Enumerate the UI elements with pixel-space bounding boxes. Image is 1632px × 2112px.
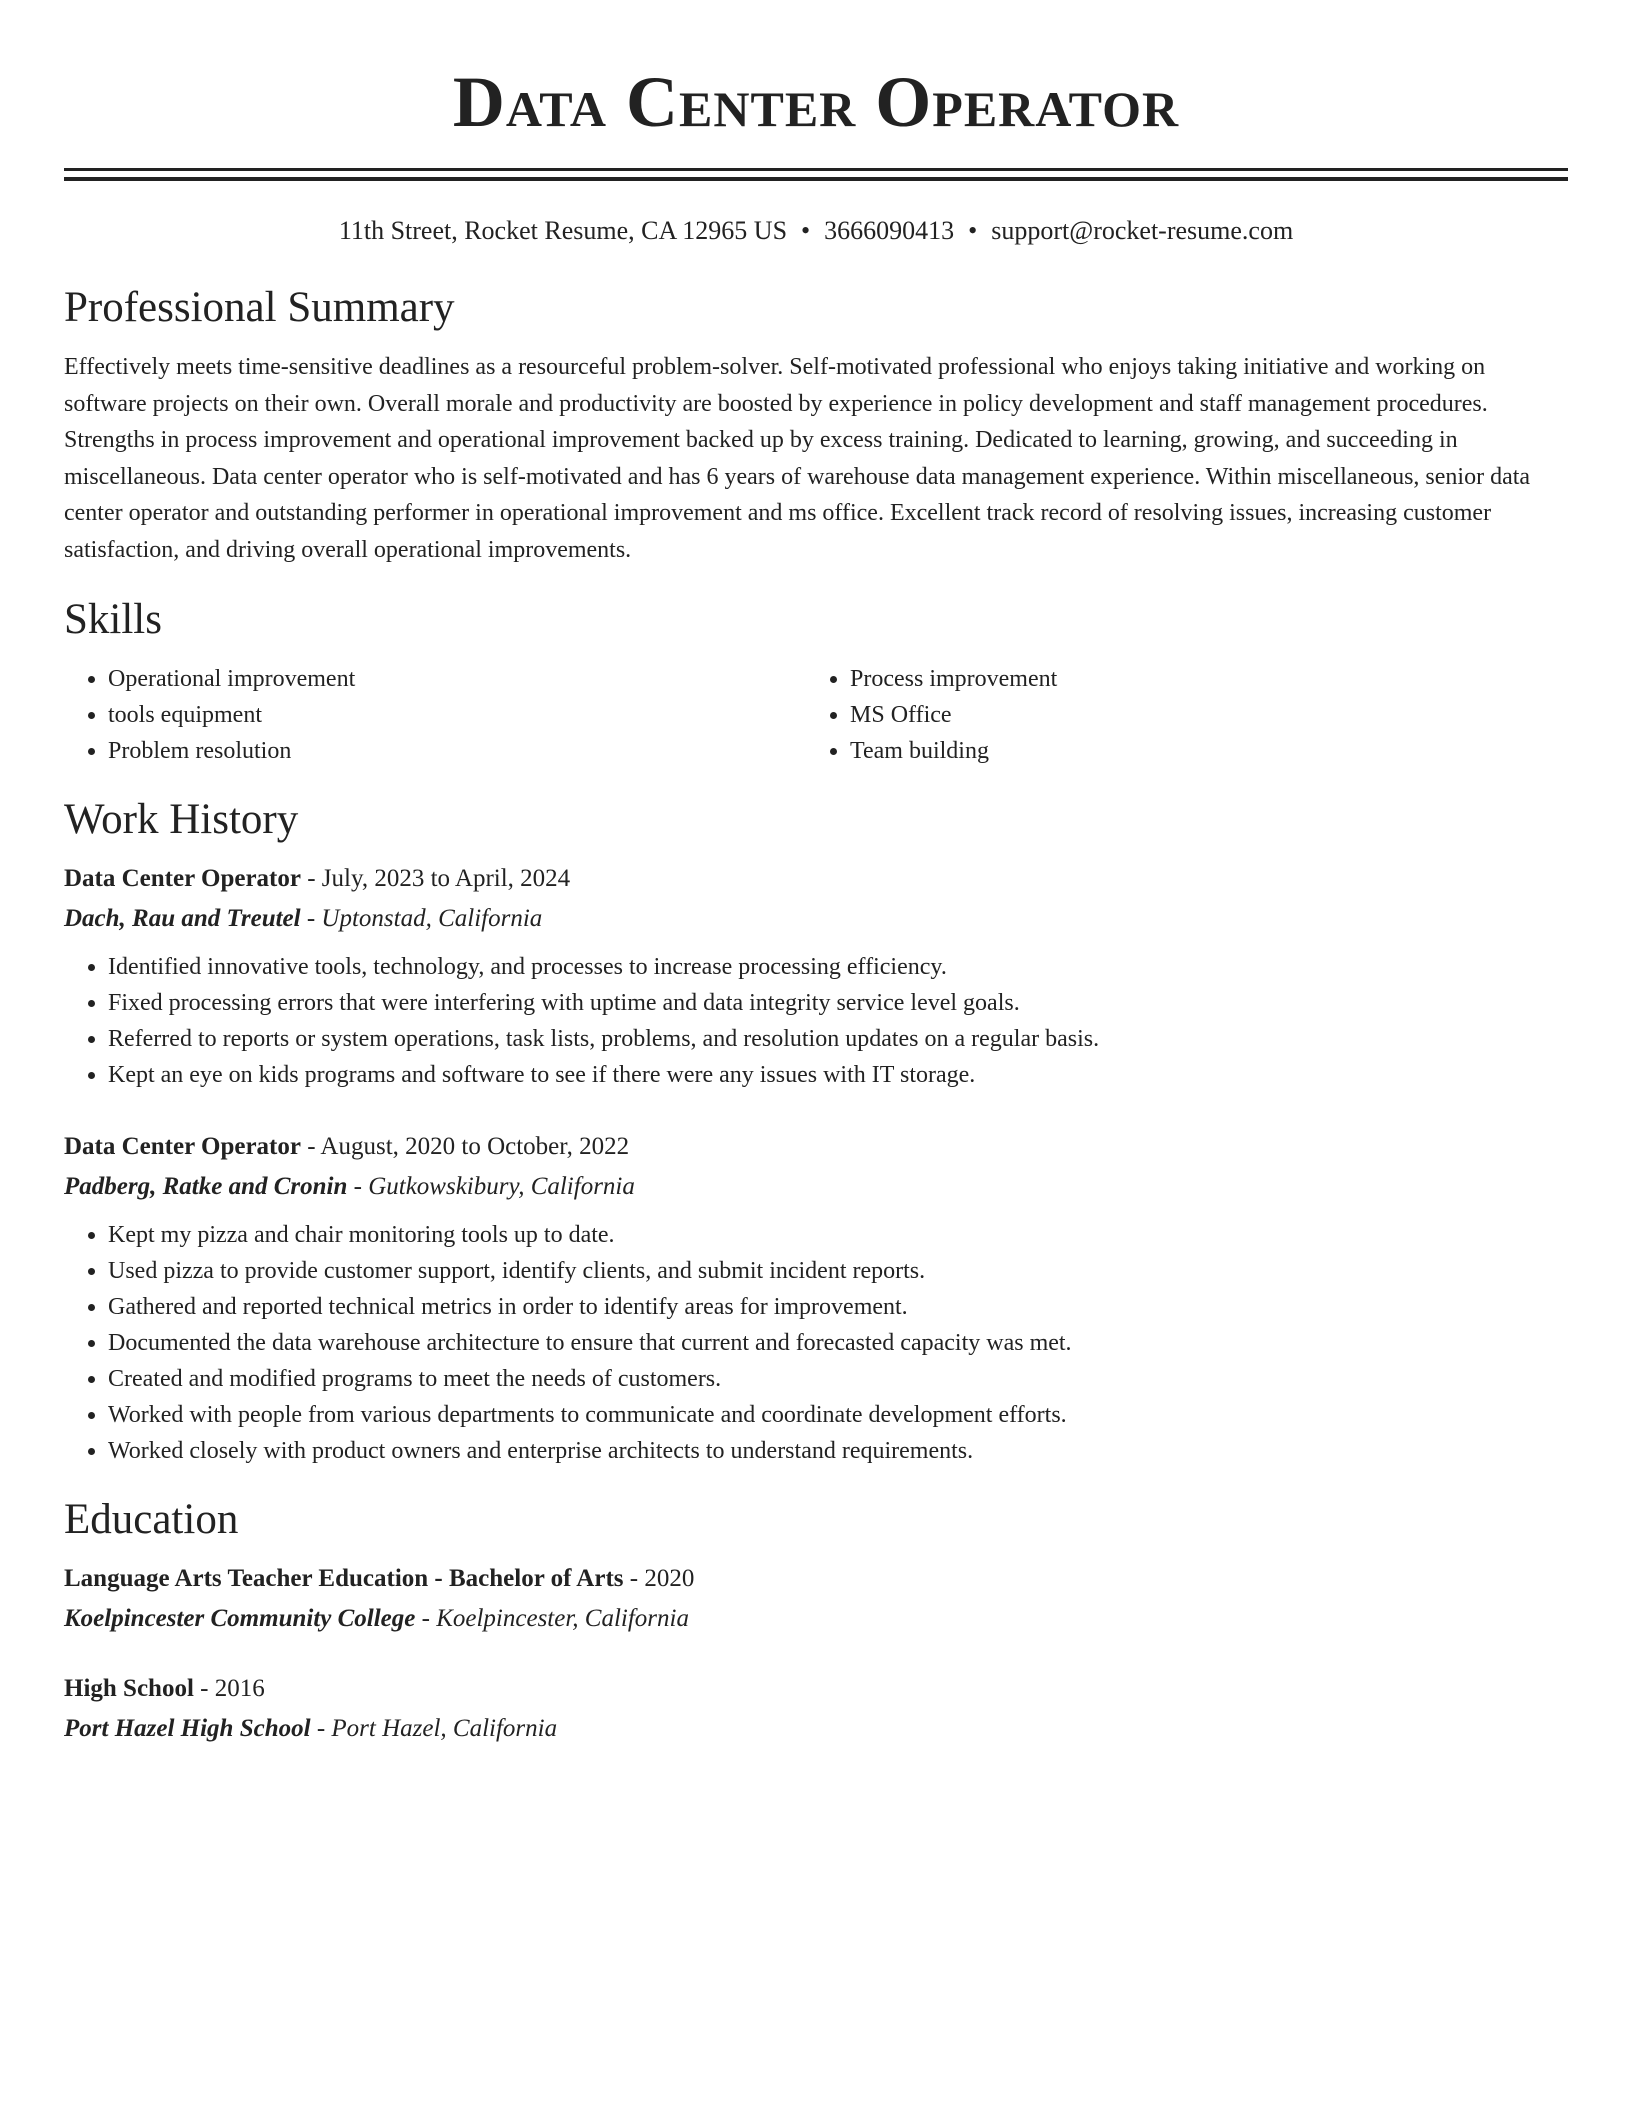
resume-name-heading: Data Center Operator [452, 62, 1180, 142]
contact-line [64, 215, 1568, 247]
school-line [64, 1709, 1568, 1749]
job-company: Dach, Rau and Treutel [64, 904, 301, 932]
job-company: Padberg, Ratke and Cronin [64, 1172, 348, 1200]
work-history-section [64, 795, 1568, 1469]
skill-item: • MS Office [850, 697, 1566, 733]
skills-list [64, 661, 1568, 769]
contact-separator: • [801, 216, 811, 245]
school-name: Koelpincester Community College [64, 1604, 416, 1632]
summary-heading: Professional Summary [64, 284, 455, 331]
job-bullets [64, 949, 1568, 1093]
education-entry [64, 1669, 1568, 1749]
degree-year: - 2020 [623, 1564, 695, 1592]
job-location: - Uptonstad, California [300, 904, 543, 932]
skills-column-left [64, 661, 806, 769]
contact-separator: • [968, 216, 978, 245]
summary-section [64, 283, 1568, 569]
job-title-line [64, 1127, 1568, 1167]
job-bullet: • Gathered and reported technical metrics in order to identify areas for improvement. [108, 1289, 1568, 1325]
job-bullets [64, 1217, 1568, 1469]
job-title: Data Center Operator [64, 1132, 301, 1160]
degree: High School [64, 1674, 194, 1702]
job-entry [64, 1127, 1568, 1469]
school-location: - Koelpincester, California [415, 1604, 689, 1632]
job-bullet: • Worked with people from various departments to communicate and coordinate development efforts. [108, 1397, 1568, 1433]
job-bullet: • Created and modified programs to meet the needs of customers. [108, 1361, 1568, 1397]
job-bullet: • Used pizza to provide customer support, identify clients, and submit incident reports. [108, 1253, 1568, 1289]
job-title: Data Center Operator [64, 864, 301, 892]
school-name: Port Hazel High School [64, 1714, 311, 1742]
work-history-heading: Work History [64, 795, 299, 843]
skills-section [64, 595, 1568, 769]
job-bullet: • Worked closely with product owners and enterprise architects to understand requirements. [108, 1433, 1568, 1469]
job-company-line [64, 899, 1568, 939]
job-bullet: • Identified innovative tools, technology, and processes to increase processing efficiency. [108, 949, 1568, 985]
skills-heading: Skills [64, 595, 162, 643]
job-title-line [64, 859, 1568, 899]
skill-item: • Team building [850, 733, 1566, 769]
job-entry [64, 859, 1568, 1093]
job-location: - Gutkowskibury, California [347, 1172, 635, 1200]
degree-line [64, 1669, 1568, 1709]
school-location: - Port Hazel, California [310, 1714, 558, 1742]
contact-phone: 3666090413 [824, 216, 955, 245]
degree-line [64, 1559, 1568, 1599]
skill-item: • tools equipment [108, 697, 806, 733]
school-line [64, 1599, 1568, 1639]
job-bullet: • Documented the data warehouse architecture to ensure that current and forecasted capacity was met. [108, 1325, 1568, 1361]
job-dates: - August, 2020 to October, 2022 [300, 1132, 630, 1160]
degree: Language Arts Teacher Education - Bachelor of Arts [64, 1564, 624, 1592]
skill-item: • Problem resolution [108, 733, 806, 769]
skills-column-right [806, 661, 1566, 769]
contact-address: 11th Street, Rocket Resume, CA 12965 US [338, 216, 788, 245]
job-bullet: • Referred to reports or system operations, task lists, problems, and resolution updates on a regular basis. [108, 1021, 1568, 1057]
resume-page [64, 0, 1568, 1749]
job-bullet: • Fixed processing errors that were interfering with uptime and data integrity service level goals. [108, 985, 1568, 1021]
job-dates: - July, 2023 to April, 2024 [300, 864, 571, 892]
education-entry [64, 1559, 1568, 1639]
skill-item: • Process improvement [850, 661, 1566, 697]
job-bullet: • Kept my pizza and chair monitoring tools up to date. [108, 1217, 1568, 1253]
education-section [64, 1495, 1568, 1749]
skill-item: • Operational improvement [108, 661, 806, 697]
job-company-line [64, 1167, 1568, 1207]
contact-email: support@rocket-resume.com [991, 216, 1294, 245]
summary-text: Effectively meets time-sensitive deadlines as a resourceful problem-solver. Self-motivated professional who enjoys taking initiative and working on software projects on their own. Overall morale and productivity are boosted by experience in policy development and staff management procedures. Strengths in process improvement and operational improvement backed up by excess training. Dedicated to learning, growing, and succeeding in miscellaneous. Data center operator who is self-motivated and has 6 years of warehouse data management experience. Within miscellaneous, senior data center operator and outstanding performer in operational improvement and ms office. Excellent track record of resolving issues, increasing customer satisfaction, and driving overall operational improvements. [64, 354, 1531, 563]
header-double-rule [64, 168, 1568, 181]
degree-year: - 2016 [193, 1674, 265, 1702]
job-bullet: • Kept an eye on kids programs and software to see if there were any issues with IT storage. [108, 1057, 1568, 1093]
education-heading: Education [64, 1495, 239, 1543]
